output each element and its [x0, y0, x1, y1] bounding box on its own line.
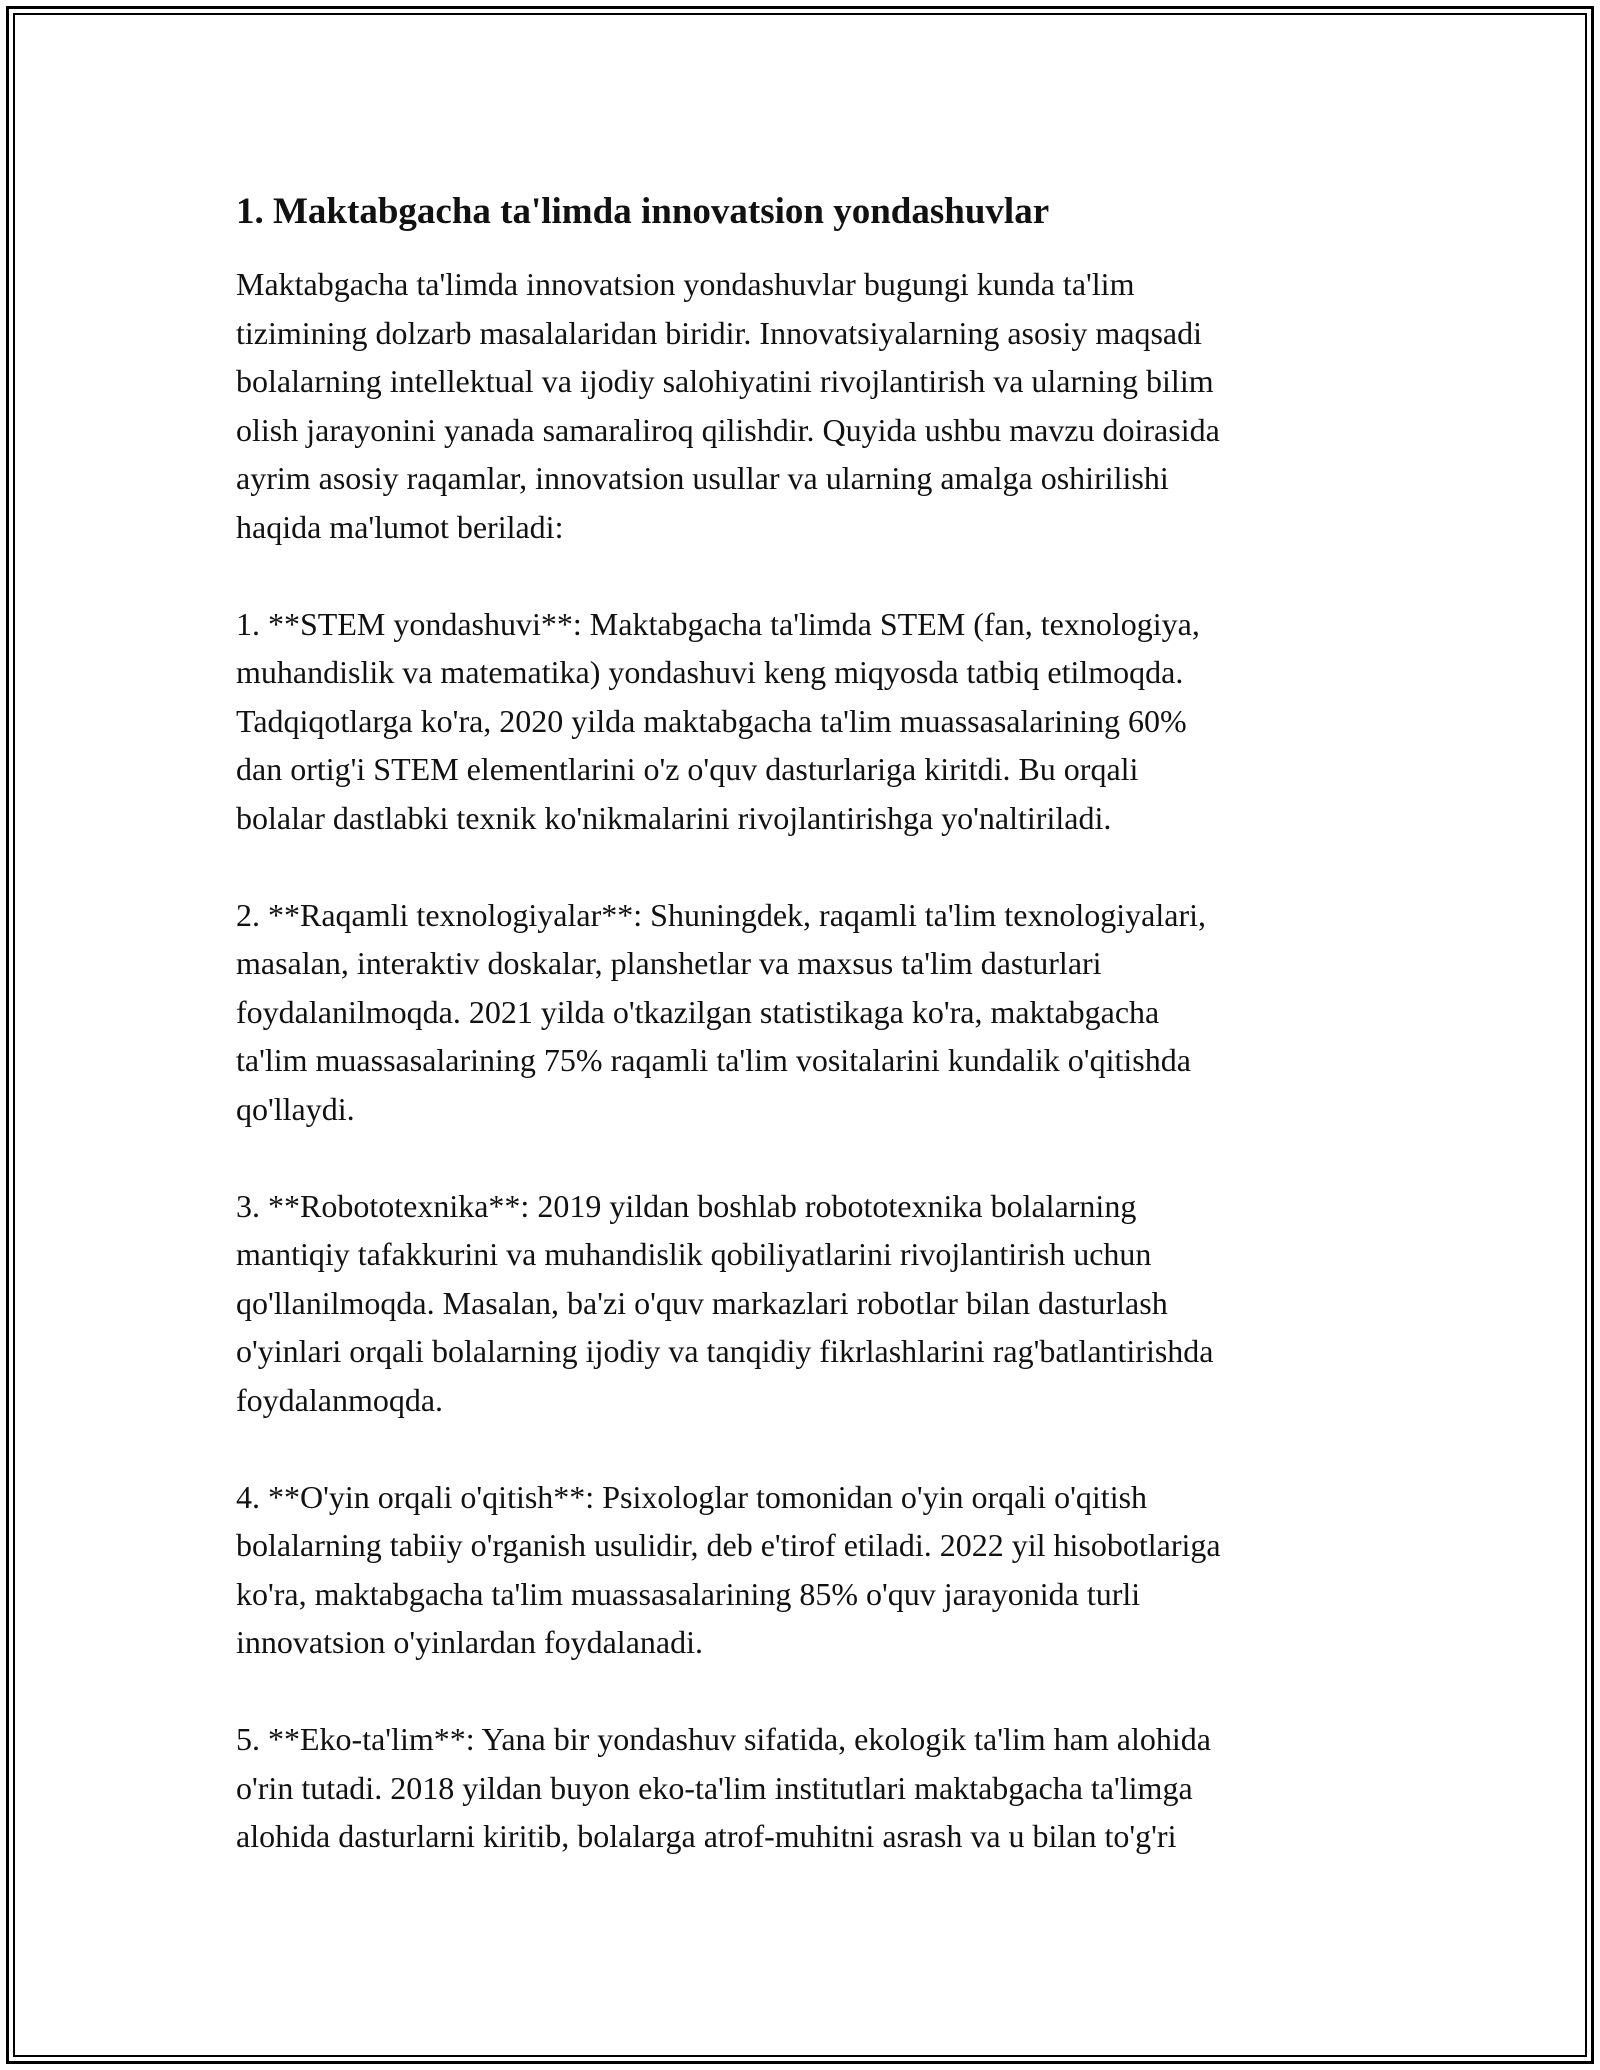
paragraph-robotics: 3. **Robototexnika**: 2019 yildan boshlab robototexnika bolalarning mantiqiy tafakkurini va muhandislik qobiliyatlarini rivojlantirish uchun qo'llanilmoqda. Masalan, ba'zi o'quv markazlari robotlar bilan dasturlash o'yinlari orqali bolalarning ijodiy va tanqidiy fikrlashlarini rag'batlantirishda foydalanmoqda.	[236, 1187, 1214, 1418]
document-body	[236, 188, 1376, 1909]
paragraph-eco-education: 5. **Eko-ta'lim**: Yana bir yondashuv sifatida, ekologik ta'lim ham alohida o'rin tutadi. 2018 yildan buyon eko-ta'lim institutlari maktabgacha ta'limga alohida dasturlarni kiritib, bolalarga atrof-muhitni asrash va u bilan to'g'ri	[236, 1721, 1211, 1854]
paragraph-game-based-learning: 4. **O'yin orqali o'qitish**: Psixologlar tomonidan o'yin orqali o'qitish bolalarning tabiiy o'rganish usulidir, deb e'tirof etiladi. 2022 yil hisobotlariga ko'ra, maktabgacha ta'lim muassasalarining 85% o'quv jarayonida turli innovatsion o'yinlardan foydalanadi.	[236, 1478, 1221, 1660]
paragraph-stem: 1. **STEM yondashuvi**: Maktabgacha ta'limda STEM (fan, texnologiya, muhandislik va matematika) yondashuvi keng miqyosda tatbiq etilmoqda. Tadqiqotlarga ko'ra, 2020 yilda maktabgacha ta'lim muassasalarining 60% dan ortig'i STEM elementlarini o'z o'quv dasturlariga kiritdi. Bu orqali bolalar dastlabki texnik ko'nikmalarini rivojlantirishga yo'naltiriladi.	[236, 605, 1200, 836]
paragraph-digital-technologies: 2. **Raqamli texnologiyalar**: Shuningdek, raqamli ta'lim texnologiyalari, masalan, interaktiv doskalar, planshetlar va maxsus ta'lim dasturlari foydalanilmoqda. 2021 yilda o'tkazilgan statistikaga ko'ra, maktabgacha ta'lim muassasalarining 75% raqamli ta'lim vositalarini kundalik o'qitishda qo'llaydi.	[236, 896, 1207, 1127]
intro-paragraph: Maktabgacha ta'limda innovatsion yondashuvlar bugungi kunda ta'lim tizimining dolzarb masalalaridan biridir. Innovatsiyalarning asosiy maqsadi bolalarning intellektual va ijodiy salohiyatini rivojlantirish va ularning bilim olish jarayonini yanada samaraliroq qilishdir. Quyida ushbu mavzu doirasida ayrim asosiy raqamlar, innovatsion usullar va ularning amalga oshirilishi haqida ma'lumot beriladi:	[236, 266, 1220, 545]
section-heading: 1. Maktabgacha ta'limda innovatsion yondashuvlar	[236, 191, 1050, 232]
